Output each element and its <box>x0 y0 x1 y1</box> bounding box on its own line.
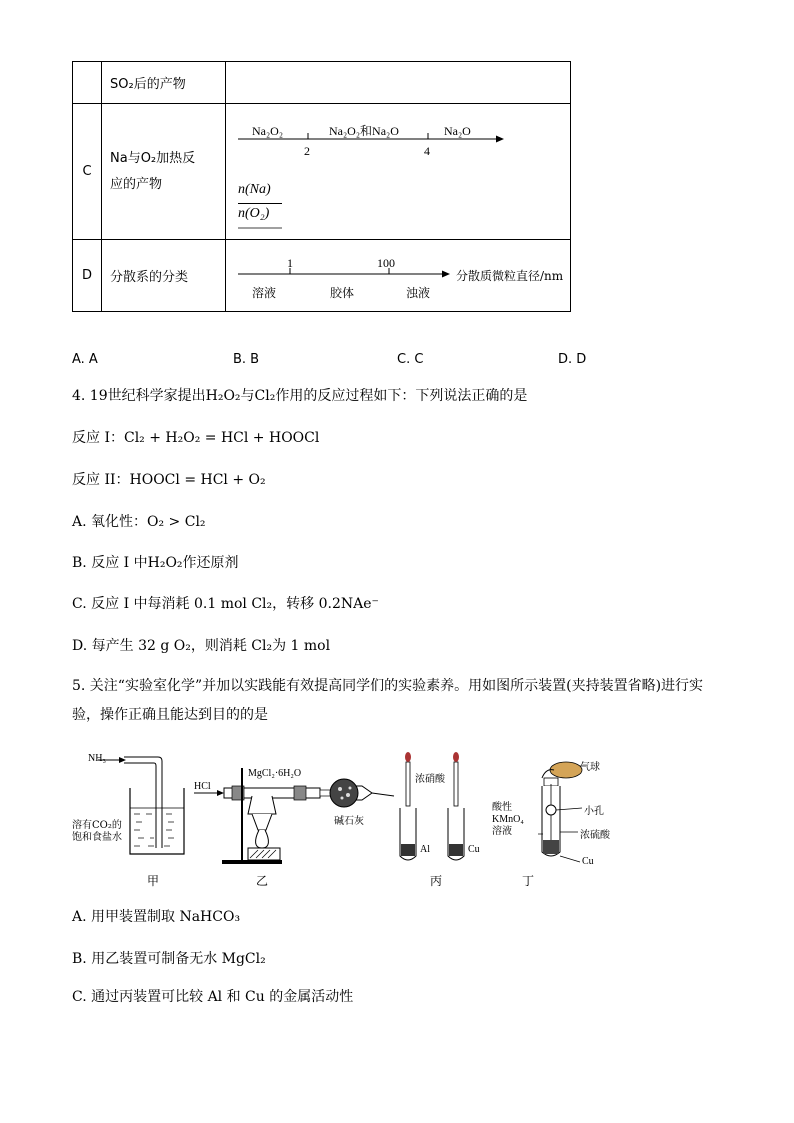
ding-reagent-label <box>492 802 524 838</box>
segment-colloid: 胶体 <box>330 286 355 300</box>
table-row-c <box>73 104 571 240</box>
yi-apparatus <box>194 768 394 864</box>
ding-reagent-line3: 溶液 <box>492 826 512 837</box>
tick-1: 1 <box>287 256 293 270</box>
q5-stem-line2: 验，操作正确且能达到目的的是 <box>72 707 268 723</box>
bing-metal2-label: Cu <box>468 844 480 855</box>
yi-caption: 乙 <box>256 874 269 888</box>
segment-na2o: Na₂O <box>444 124 471 138</box>
ratio-bar <box>238 203 282 204</box>
q5-option-c[interactable]: C. 通过丙装置可比较 Al 和 Cu 的金属活动性 <box>72 989 354 1005</box>
q3-choice-d[interactable]: D. D <box>558 352 587 367</box>
jia-liquid-line1: 溶有CO₂的 <box>72 820 122 831</box>
jia-liquid-label <box>72 820 122 844</box>
q4-option-b[interactable]: B. 反应 I 中H₂O₂作还原剂 <box>72 555 239 571</box>
jia-caption: 甲 <box>147 874 160 888</box>
table-row-so2 <box>73 62 571 104</box>
ding-caption: 丁 <box>522 874 535 888</box>
yi-reagent-label: MgCl₂·6H₂O <box>248 768 302 779</box>
ding-acid-label: 浓硫酸 <box>580 830 610 841</box>
q3-choice-a[interactable]: A. A <box>72 352 98 367</box>
ding-hole-label: 小孔 <box>584 806 604 817</box>
ding-apparatus <box>538 762 586 862</box>
bing-metal1-label: Al <box>420 844 430 855</box>
table-row-d <box>73 240 571 312</box>
q4-reaction2: 反应 II：HOOCl = HCl + O₂ <box>72 472 266 488</box>
jia-gas-label: NH₃ <box>88 753 106 764</box>
yi-absorber-label: 碱石灰 <box>334 816 364 827</box>
row-c-diagram <box>226 104 571 240</box>
row-d-diagram <box>226 240 571 312</box>
q5-option-b[interactable]: B. 用乙装置可制备无水 MgCl₂ <box>72 951 266 967</box>
yi-gas-label: HCl <box>194 781 211 792</box>
q3-choice-c[interactable]: C. C <box>397 352 424 367</box>
ding-reagent-line1: 酸性 <box>492 802 512 813</box>
row-top-property: SO₂后的产物 <box>102 62 226 104</box>
segment-suspension: 浊液 <box>406 286 431 300</box>
tick-100: 100 <box>377 256 395 270</box>
ding-metal-label: Cu <box>582 856 594 867</box>
row-c-property-line1: Na与O₂加热反 <box>110 150 196 166</box>
q4-stem: 4. 19世纪科学家提出H₂O₂与Cl₂作用的反应过程如下：下列说法正确的是 <box>72 388 528 404</box>
q5-stem-line1: 5. 关注“实验室化学”并加以实践能有效提高同学们的实验素养。用如图所示装置(夹持装置省略)进行实 <box>72 678 704 694</box>
ding-balloon-label: 气球 <box>580 762 600 773</box>
bing-apparatus <box>400 752 464 860</box>
apparatus-figure <box>72 748 652 893</box>
row-c-property <box>102 104 226 240</box>
row-d-property: 分散系的分类 <box>102 240 226 312</box>
q5-option-a[interactable]: A. 用甲装置制取 NaHCO₃ <box>72 909 241 925</box>
q3-choice-b[interactable]: B. B <box>233 352 260 367</box>
q4-option-a[interactable]: A. 氧化性：O₂ > Cl₂ <box>72 514 206 530</box>
row-c-property-line2: 应的产物 <box>110 176 163 192</box>
segment-solution: 溶液 <box>252 286 277 300</box>
ratio-numerator: n(Na) <box>238 182 271 197</box>
jia-liquid-line2: 饱和食盐水 <box>72 832 122 843</box>
tick-4: 4 <box>424 144 430 158</box>
bing-acid-label: 浓硝酸 <box>415 774 445 785</box>
axis-label: 分散质微粒直径/nm <box>456 269 564 283</box>
q4-reaction1: 反应 I：Cl₂ + H₂O₂ = HCl + HOOCl <box>72 430 320 446</box>
row-c-letter: C <box>73 104 102 240</box>
segment-mixed: Na₂O₂和Na₂O <box>329 124 399 138</box>
options-table <box>72 61 571 312</box>
tick-2: 2 <box>304 144 310 158</box>
row-d-letter: D <box>73 240 102 312</box>
ding-reagent-line2: KMnO₄ <box>492 814 524 825</box>
q4-option-d[interactable]: D. 每产生 32 g O₂，则消耗 Cl₂为 1 mol <box>72 638 331 654</box>
ratio-denominator: n(O₂) <box>238 206 270 221</box>
segment-na2o2: Na₂O₂ <box>252 124 284 138</box>
q4-option-c[interactable]: C. 反应 I 中每消耗 0.1 mol Cl₂，转移 0.2NAe⁻ <box>72 596 379 612</box>
bing-caption: 丙 <box>430 874 443 888</box>
